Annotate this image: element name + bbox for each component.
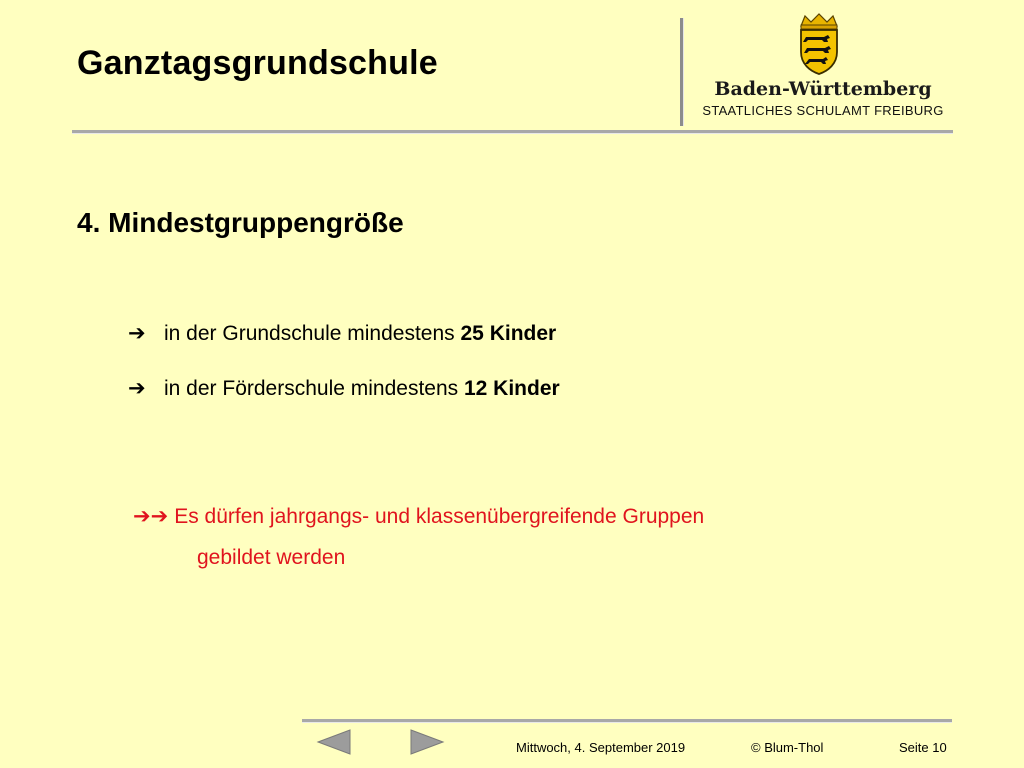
highlight-note — [133, 496, 704, 578]
bullet-text: in der Grundschule mindestens — [164, 322, 461, 345]
section-heading: 4. Mindestgruppengröße — [77, 207, 404, 238]
office-name: STAATLICHES SCHULAMT FREIBURG — [702, 103, 944, 118]
note-line-1: Es dürfen jahrgangs- und klassenübergreifende Gruppen — [174, 505, 705, 528]
header-divider — [72, 130, 953, 134]
footer-copyright: © Blum-Thol — [751, 740, 824, 755]
arrow-right-icon: ➔ — [128, 322, 146, 345]
bullet-text: in der Förderschule mindestens — [164, 377, 464, 400]
bullet-emphasis: 12 Kinder — [463, 377, 560, 400]
coat-of-arms-icon — [795, 12, 843, 76]
footer-divider — [302, 719, 952, 723]
arrow-right-icon: ➔ — [128, 377, 146, 400]
triangle-right-icon[interactable] — [407, 728, 445, 756]
triangle-left-icon[interactable] — [316, 728, 354, 756]
state-name: Baden-Württemberg — [714, 78, 932, 100]
note-line-2: gebildet werden — [197, 546, 346, 569]
bullet-item — [128, 376, 560, 401]
bullet-item — [128, 321, 556, 346]
bullet-emphasis: 25 Kinder — [460, 322, 557, 345]
slide-title: Ganztagsgrundschule — [77, 44, 438, 82]
footer-page-number: Seite 10 — [899, 740, 947, 755]
header-separator — [680, 18, 684, 126]
double-arrow-icon: ➔➔ — [133, 505, 169, 528]
footer-date: Mittwoch, 4. September 2019 — [516, 740, 686, 755]
